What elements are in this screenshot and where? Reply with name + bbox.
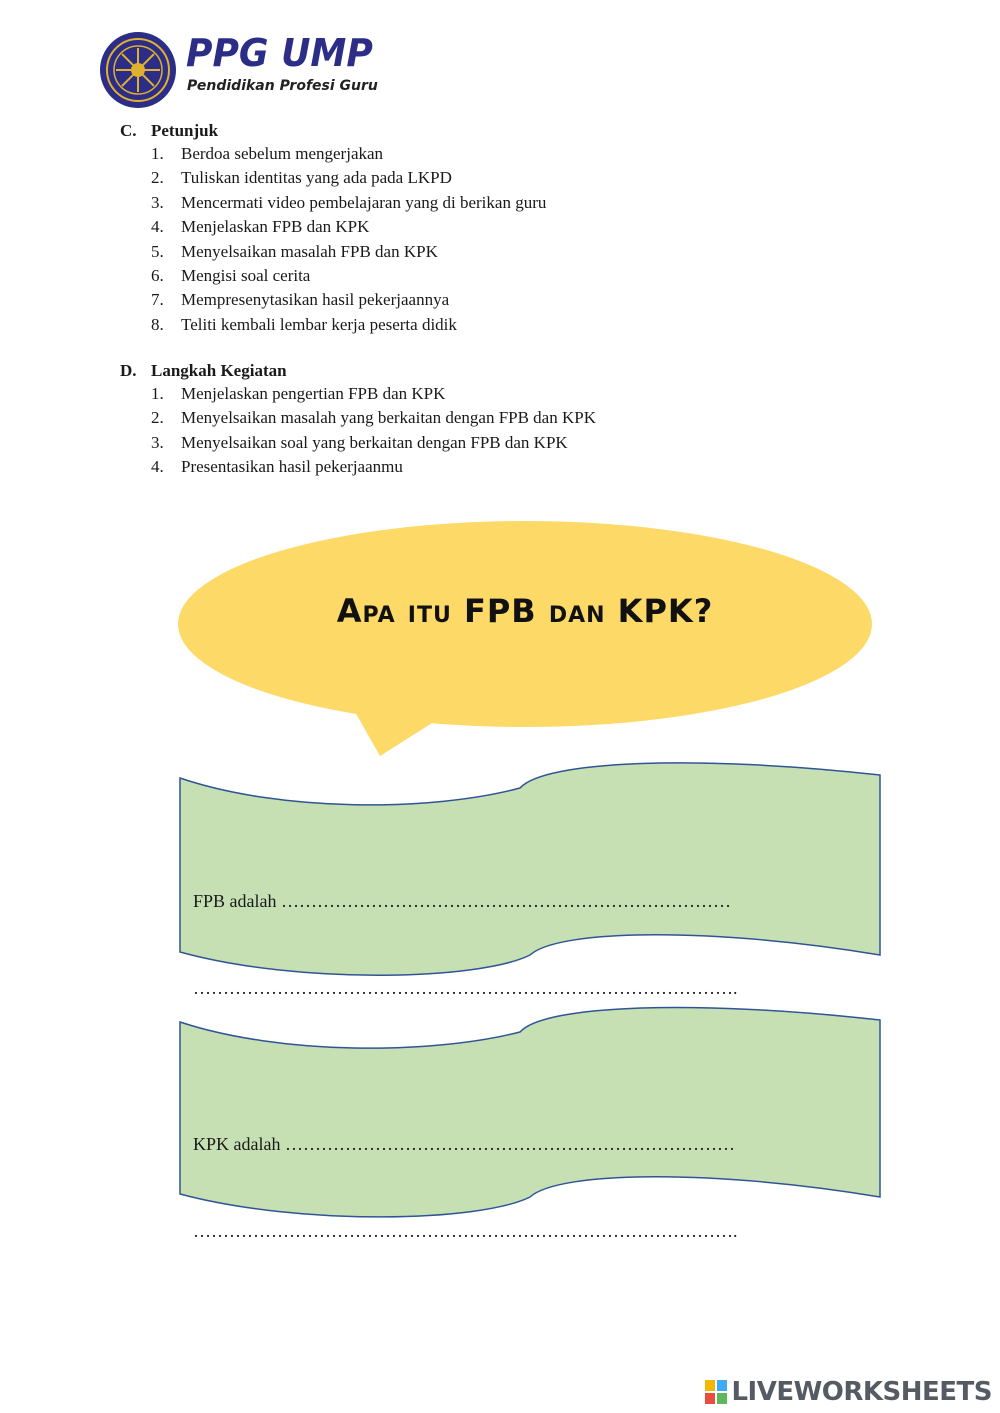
section-letter: C. <box>120 121 137 140</box>
liveworksheets-watermark <box>705 1377 992 1407</box>
item-number: 1. <box>151 144 164 163</box>
item-text: Menjelaskan FPB dan KPK <box>181 217 370 237</box>
fpb-prompt-line: FPB adalah ………………………………………………………………… <box>193 891 731 911</box>
item-number: 2. <box>151 168 164 188</box>
watermark-text: LIVEWORKSHEETS <box>731 1377 992 1407</box>
kpk-dotted-line: ………………………………………………………………………………. <box>193 1221 738 1241</box>
item-text: Mencermati video pembelajaran yang di berikan guru <box>181 192 547 212</box>
item-text: Teliti kembali lembar kerja peserta didik <box>181 314 457 334</box>
item-number: 2. <box>151 408 164 428</box>
item-number: 7. <box>151 290 164 310</box>
fpb-dotted-line: ………………………………………………………………………………. <box>193 978 738 998</box>
item-text: Presentasikan hasil pekerjaanmu <box>181 457 403 477</box>
kpk-answer-area[interactable] <box>193 1072 738 1275</box>
logo-subtitle: Pendidikan Profesi Guru <box>187 78 378 94</box>
item-text: Menyelsaikan soal yang berkaitan dengan FPB dan KPK <box>181 432 568 452</box>
item-text: Menjelaskan pengertian FPB dan KPK <box>181 384 446 403</box>
item-number: 4. <box>151 217 164 237</box>
item-number: 1. <box>151 384 164 403</box>
logo-title: PPG UMP <box>186 31 373 75</box>
bubble-title: Apa itu FPB dan KPK? <box>336 592 714 630</box>
item-number: 8. <box>151 314 164 334</box>
fpb-answer-area[interactable] <box>193 829 738 1032</box>
section-heading-text: Petunjuk <box>151 121 219 140</box>
item-text: Menyelsaikan masalah yang berkaitan dengan FPB dan KPK <box>181 408 596 428</box>
item-number: 6. <box>151 265 164 285</box>
liveworksheets-logo-icon <box>705 1380 727 1404</box>
item-text: Mempresenytasikan hasil pekerjaannya <box>181 290 450 310</box>
section-heading-text: Langkah Kegiatan <box>151 361 287 380</box>
item-number: 3. <box>151 192 164 212</box>
item-number: 4. <box>151 457 164 477</box>
item-number: 5. <box>151 241 164 261</box>
item-text: Mengisi soal cerita <box>181 265 311 285</box>
item-text: Menyelsaikan masalah FPB dan KPK <box>181 241 438 261</box>
item-text: Berdoa sebelum mengerjakan <box>181 144 384 163</box>
item-number: 3. <box>151 432 164 452</box>
kpk-prompt-line: KPK adalah ………………………………………………………………… <box>193 1134 735 1154</box>
section-letter: D. <box>120 361 137 380</box>
item-text: Tuliskan identitas yang ada pada LKPD <box>181 168 452 188</box>
speech-bubble <box>178 521 872 756</box>
